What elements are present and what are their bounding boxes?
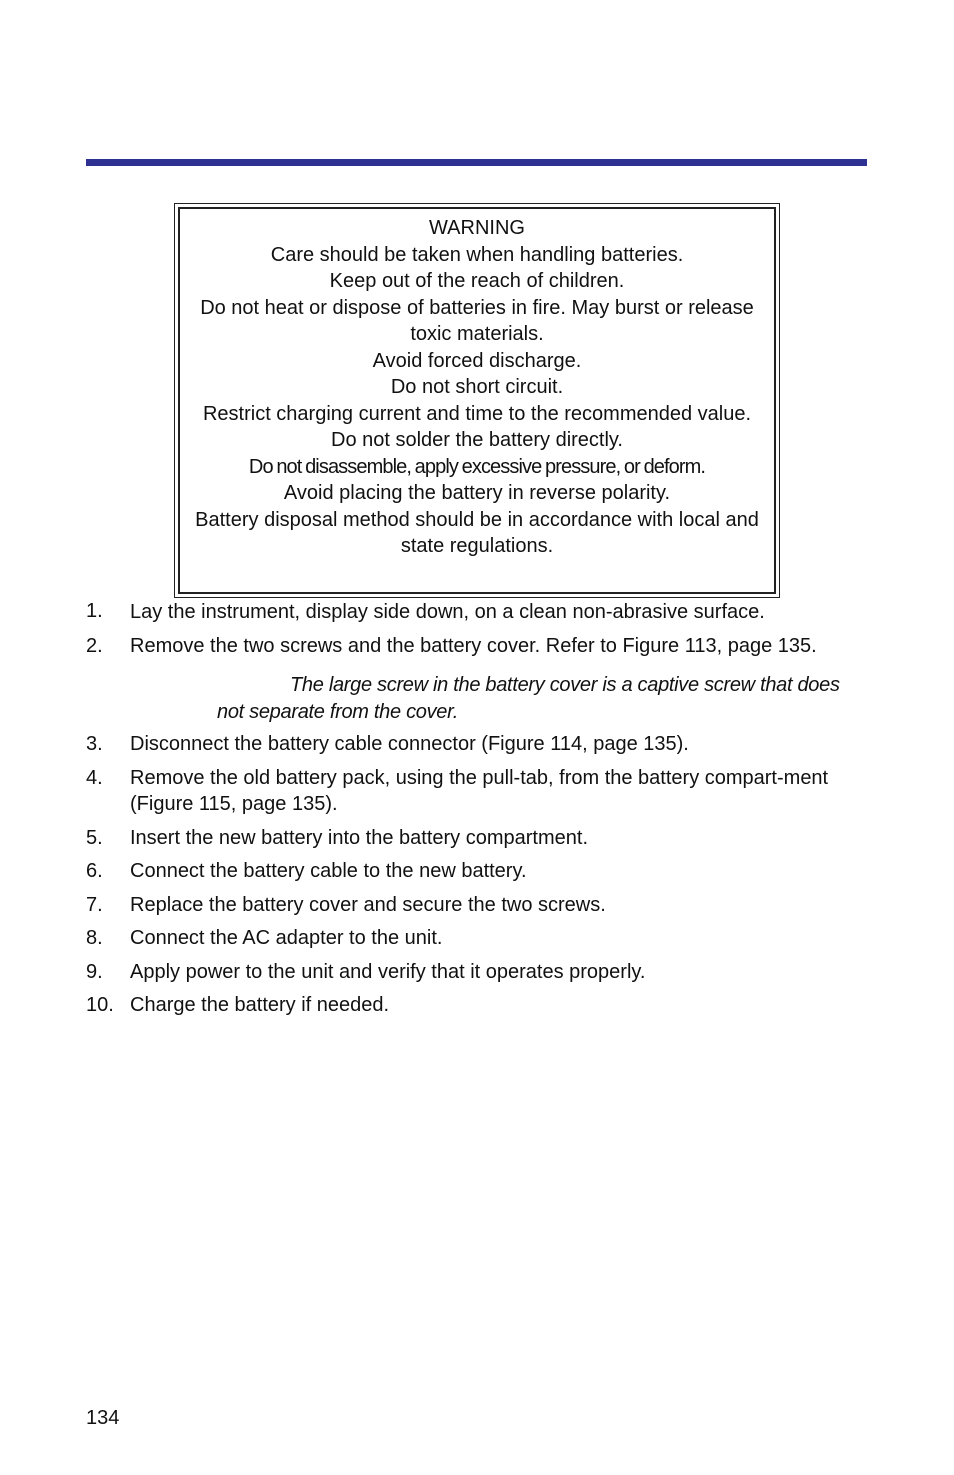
step-item: [86, 992, 876, 1019]
step-text: Connect the AC adapter to the unit.: [130, 927, 443, 949]
battery-warning-box: [174, 203, 780, 598]
step-number: 1.: [86, 600, 103, 622]
step-number: 7.: [86, 893, 103, 916]
warning-line: Do not disassemble, apply excessive pressure, or deform.: [248, 455, 706, 478]
battery-warning-content: [178, 207, 776, 594]
step-text: Lay the instrument, display side down, on a clean non-abrasive surface.: [130, 601, 765, 623]
step-text: Replace the battery cover and secure the two screws.: [130, 893, 606, 916]
step-number: 4.: [86, 766, 103, 789]
step-item: [86, 731, 876, 758]
step-item: [86, 765, 876, 818]
step-number: 6.: [86, 860, 103, 882]
step-number: 10.: [86, 994, 114, 1016]
step-number: 8.: [86, 927, 103, 949]
warning-line: Avoid forced discharge.: [372, 349, 582, 372]
step-item: [86, 925, 876, 952]
step-item: [86, 598, 876, 626]
step-item: [86, 959, 876, 986]
step-number: 5.: [86, 826, 103, 849]
step-text: Remove the old battery pack, using the pull-tab, from the battery compart-ment (Figure 115, page 135).: [130, 766, 829, 815]
warning-line: Keep out of the reach of children.: [329, 270, 625, 292]
warning-line: Do not short circuit.: [390, 376, 564, 398]
step-number: 3.: [86, 733, 103, 755]
step-text: Remove the two screws and the battery cover. Refer to Figure 113, page 135.: [130, 634, 817, 657]
warning-line: Battery disposal method should be in accordance with local and state regulations.: [195, 508, 759, 557]
step-item: [86, 892, 876, 919]
warning-line: Care should be taken when handling batteries.: [270, 243, 684, 266]
warning-title: WARNING: [429, 217, 525, 239]
warning-line: Do not solder the battery directly.: [331, 429, 623, 451]
step-item: [86, 633, 876, 660]
step-text: Apply power to the unit and verify that it operates properly.: [130, 960, 646, 983]
header-rule: [86, 159, 867, 166]
battery-replacement-steps: [86, 598, 876, 1026]
page-number: 134: [86, 1407, 120, 1429]
step-number: 2.: [86, 634, 103, 657]
step-text: Insert the new battery into the battery compartment.: [130, 826, 589, 849]
step-item: [86, 825, 876, 852]
warning-line: Restrict charging current and time to the recommended value.: [202, 402, 752, 425]
step-text: Disconnect the battery cable connector (Figure 114, page 135).: [130, 733, 689, 755]
step-number: 9.: [86, 960, 103, 983]
step-text: Charge the battery if needed.: [130, 994, 390, 1016]
note-text: The large screw in the battery cover is a captive screw that does not separate from the cover.: [217, 674, 840, 723]
warning-line: Avoid placing the battery in reverse polarity.: [283, 482, 671, 504]
warning-line: Do not heat or dispose of batteries in fire. May burst or release toxic materials.: [200, 296, 754, 345]
step-item: [86, 858, 876, 885]
step-text: Connect the battery cable to the new battery.: [130, 860, 527, 882]
